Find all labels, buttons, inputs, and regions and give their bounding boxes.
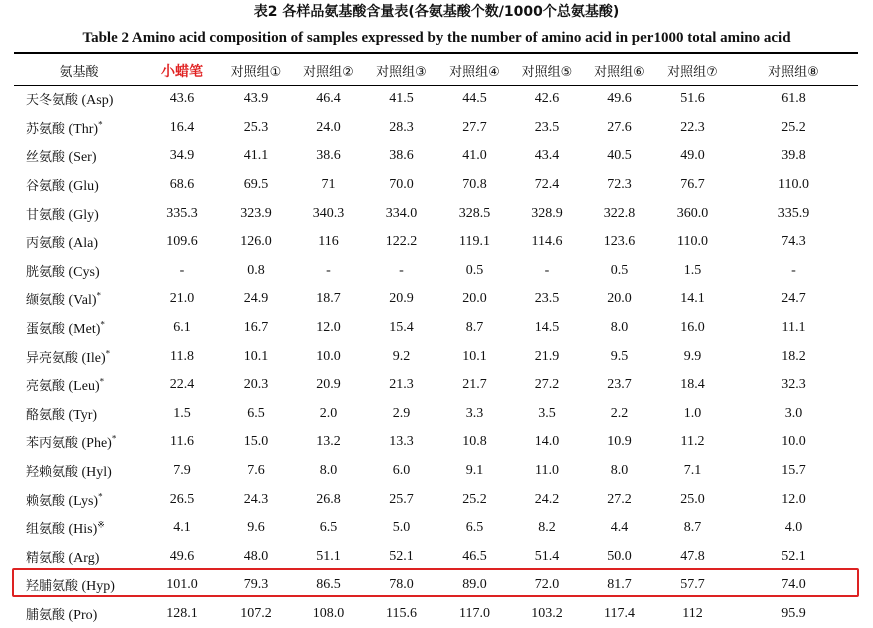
amino-acid-zh: 脯氨酸 <box>26 607 66 623</box>
amino-acid-abbr: (Hyl) <box>81 465 112 481</box>
header-control-7: 对照组⑦ <box>667 65 718 80</box>
control-value: 15.4 <box>389 320 414 336</box>
amino-acid-abbr: (Tyr) <box>68 407 98 423</box>
control-value: - <box>791 262 796 278</box>
control-value: 20.9 <box>389 291 414 307</box>
amino-acid-abbr: (Thr) <box>68 121 99 137</box>
amino-acid-zh: 谷氨酸 <box>26 179 66 195</box>
control-value: 18.4 <box>680 377 705 393</box>
amino-acid-zh: 苏氨酸 <box>26 121 66 137</box>
control-value: 26.8 <box>316 491 341 507</box>
top-rule <box>14 52 858 54</box>
control-value: 70.8 <box>462 177 487 193</box>
amino-acid-abbr: (Gly) <box>68 207 99 223</box>
control-value: 9.5 <box>610 348 629 364</box>
control-value: 6.5 <box>247 405 265 421</box>
amino-acid-name <box>14 485 144 514</box>
control-value: 43.9 <box>243 91 269 107</box>
sample-value: 109.6 <box>166 234 198 250</box>
control-value: 8.2 <box>538 520 556 536</box>
amino-acid-name <box>14 285 144 314</box>
control-value: 89.0 <box>462 577 487 593</box>
control-value: 40.5 <box>607 148 632 164</box>
control-value: 323.9 <box>240 205 272 221</box>
header-control-1: 对照组① <box>230 65 282 80</box>
sample-value: 128.1 <box>166 605 198 621</box>
amino-acid-abbr: (Met) <box>68 322 101 338</box>
control-value: 72.0 <box>534 577 560 593</box>
table-row <box>14 228 858 257</box>
control-value: 10.1 <box>243 348 269 364</box>
table-row <box>14 600 858 628</box>
control-value: 5.0 <box>392 520 411 536</box>
control-value: 25.7 <box>389 491 414 507</box>
control-value: 74.0 <box>781 577 806 593</box>
header-control-6: 对照组⑥ <box>594 65 645 80</box>
control-value: 6.5 <box>465 520 484 536</box>
amino-acid-abbr: (Ser) <box>68 150 97 166</box>
header-control-3: 对照组③ <box>376 65 427 80</box>
control-value: 322.8 <box>603 205 636 221</box>
table-row <box>14 314 858 343</box>
control-value: 25.3 <box>243 119 269 135</box>
control-value: 0.5 <box>465 262 484 278</box>
control-value: 3.3 <box>465 405 484 421</box>
table-row <box>14 199 858 228</box>
amino-acid-name <box>14 228 144 257</box>
control-value: 25.0 <box>680 491 705 507</box>
control-value: 14.0 <box>534 434 560 450</box>
control-value: 115.6 <box>386 605 417 621</box>
control-value: 78.0 <box>389 577 414 593</box>
control-value: 117.4 <box>604 605 635 621</box>
header-control-4: 对照组④ <box>449 65 500 80</box>
amino-acid-zh: 胱氨酸 <box>26 264 66 280</box>
control-value: 9.9 <box>683 348 702 364</box>
sample-value: 68.6 <box>169 177 195 193</box>
control-value: 28.3 <box>389 119 414 135</box>
control-value: 8.7 <box>465 320 484 336</box>
control-value: 25.2 <box>462 491 487 507</box>
control-value: 114.6 <box>531 234 563 250</box>
control-value: 41.5 <box>389 91 414 107</box>
control-value: 38.6 <box>389 148 414 164</box>
sample-value: 11.8 <box>170 348 194 364</box>
control-value: 72.4 <box>534 177 560 193</box>
control-value: 20.0 <box>462 291 487 307</box>
sample-value: - <box>179 262 185 278</box>
control-value: 119.1 <box>459 234 490 250</box>
control-value: 3.5 <box>538 405 556 421</box>
control-value: 25.2 <box>781 119 806 135</box>
header-control-8: 对照组⑧ <box>768 65 819 80</box>
control-value: 24.3 <box>243 491 269 507</box>
control-value: 27.2 <box>607 491 632 507</box>
amino-acid-abbr: (Ile) <box>81 350 106 366</box>
table-row <box>14 171 858 200</box>
control-value: 7.6 <box>247 463 265 479</box>
amino-acid-abbr: (Lys) <box>68 493 99 509</box>
control-value: 61.8 <box>781 91 806 107</box>
control-value: 20.3 <box>243 377 269 393</box>
control-value: 12.0 <box>781 491 806 507</box>
control-value: - <box>326 262 331 278</box>
table-row <box>14 371 858 400</box>
amino-acid-zh: 酪氨酸 <box>26 407 66 423</box>
amino-acid-name <box>14 571 144 600</box>
control-value: 1.5 <box>683 262 702 278</box>
control-value: 11.0 <box>535 463 559 479</box>
amino-acid-abbr: (Arg) <box>68 550 100 566</box>
control-value: 27.2 <box>534 377 560 393</box>
amino-acid-zh: 组氨酸 <box>26 522 66 538</box>
amino-acid-name <box>14 257 144 286</box>
table-row <box>14 428 858 457</box>
control-value: 328.5 <box>458 205 491 221</box>
control-value: 1.0 <box>683 405 702 421</box>
amino-acid-abbr: (Pro) <box>68 607 98 623</box>
control-value: 21.9 <box>534 348 560 364</box>
control-value: 44.5 <box>462 91 487 107</box>
control-value: 0.5 <box>610 262 629 278</box>
amino-acid-name <box>14 342 144 371</box>
amino-acid-zh: 亮氨酸 <box>26 379 66 395</box>
control-value: 49.6 <box>607 91 632 107</box>
control-value: 10.1 <box>462 348 487 364</box>
control-value: 334.0 <box>385 205 418 221</box>
amino-acid-zh: 苯丙氨酸 <box>26 436 79 452</box>
control-value: 51.4 <box>534 548 560 564</box>
control-value: 11.1 <box>781 320 806 336</box>
table-row <box>14 142 858 171</box>
control-value: 13.3 <box>389 434 414 450</box>
control-value: 8.0 <box>610 463 629 479</box>
control-value: 48.0 <box>243 548 269 564</box>
control-value: 10.0 <box>316 348 341 364</box>
control-value: 116 <box>318 234 339 250</box>
control-value: 51.1 <box>316 548 341 564</box>
control-value: 9.1 <box>465 463 484 479</box>
control-value: 103.2 <box>531 605 563 621</box>
table-row <box>14 485 858 514</box>
sample-value: 34.9 <box>169 148 195 164</box>
control-value: 13.2 <box>316 434 341 450</box>
control-value: 3.0 <box>784 405 803 421</box>
control-value: 123.6 <box>603 234 636 250</box>
control-value: 4.4 <box>610 520 629 536</box>
table-row <box>14 285 858 314</box>
control-value: 335.9 <box>777 205 810 221</box>
control-value: 15.0 <box>243 434 269 450</box>
control-value: 86.5 <box>316 577 341 593</box>
control-value: 18.7 <box>316 291 341 307</box>
essential-mark: * <box>99 376 105 387</box>
control-value: 76.7 <box>680 177 705 193</box>
sample-value: 1.5 <box>173 405 191 421</box>
control-value: 7.1 <box>683 463 702 479</box>
amino-acid-abbr: (His) <box>68 522 98 538</box>
amino-acid-zh: 精氨酸 <box>26 550 66 566</box>
essential-mark: * <box>111 433 117 444</box>
control-value: 16.0 <box>680 320 705 336</box>
amino-acid-zh: 丙氨酸 <box>26 236 66 252</box>
control-value: 8.7 <box>683 520 702 536</box>
amino-acid-zh: 羟脯氨酸 <box>26 579 79 595</box>
control-value: 24.0 <box>316 119 341 135</box>
control-value: 2.0 <box>319 405 338 421</box>
amino-acid-name <box>14 314 144 343</box>
amino-acid-name <box>14 543 144 572</box>
control-value: 27.6 <box>607 119 632 135</box>
control-value: 11.2 <box>680 434 705 450</box>
control-value: 16.7 <box>243 320 269 336</box>
control-value: 117.0 <box>459 605 490 621</box>
table-row <box>14 400 858 429</box>
amino-acid-zh: 异亮氨酸 <box>26 350 79 366</box>
control-value: 47.8 <box>680 548 705 564</box>
amino-acid-name <box>14 199 144 228</box>
control-value: 70.0 <box>389 177 414 193</box>
amino-acid-name <box>14 171 144 200</box>
control-value: 95.9 <box>781 605 806 621</box>
amino-acid-abbr: (Leu) <box>68 379 100 395</box>
control-value: 79.3 <box>243 577 269 593</box>
control-value: 110.0 <box>778 177 809 193</box>
header-control-5: 对照组⑤ <box>521 65 573 80</box>
control-value: - <box>399 262 404 278</box>
control-value: 23.7 <box>607 377 632 393</box>
sample-value: 26.5 <box>169 491 195 507</box>
control-value: 49.0 <box>680 148 705 164</box>
amino-acid-zh: 甘氨酸 <box>26 207 66 223</box>
control-value: 72.3 <box>607 177 632 193</box>
control-value: 41.0 <box>462 148 487 164</box>
sample-value: 4.1 <box>173 520 191 536</box>
control-value: 122.2 <box>385 234 418 250</box>
essential-mark: * <box>100 319 105 330</box>
amino-acid-name <box>14 142 144 171</box>
amino-acid-name <box>14 428 144 457</box>
amino-acid-abbr: (Glu) <box>68 179 99 195</box>
control-value: 6.0 <box>392 463 411 479</box>
control-value: 2.2 <box>610 405 629 421</box>
amino-acid-name <box>14 114 144 143</box>
amino-acid-name <box>14 600 144 628</box>
control-value: 14.1 <box>680 291 705 307</box>
control-value: 39.8 <box>781 148 806 164</box>
table-caption-zh: 表2 各样品氨基酸含量表(各氨基酸个数/1000个总氨基酸) <box>253 4 620 20</box>
control-value: 23.5 <box>534 119 560 135</box>
amino-acid-zh: 丝氨酸 <box>26 150 66 166</box>
control-value: 43.4 <box>534 148 560 164</box>
control-value: 57.7 <box>680 577 705 593</box>
control-value: 340.3 <box>312 205 345 221</box>
amino-acid-name <box>14 85 144 114</box>
amino-acid-name <box>14 457 144 486</box>
control-value: 8.0 <box>319 463 338 479</box>
amino-acid-zh: 天冬氨酸 <box>26 93 79 109</box>
control-value: 10.9 <box>607 434 632 450</box>
control-value: 15.7 <box>781 463 806 479</box>
header-row <box>14 56 858 85</box>
essential-mark: * <box>105 347 111 358</box>
sample-value: 335.3 <box>166 205 198 221</box>
control-value: 20.9 <box>316 377 341 393</box>
control-value: 23.5 <box>534 291 560 307</box>
sample-value: 6.1 <box>173 320 191 336</box>
amino-acid-abbr: (Hyp) <box>81 579 115 595</box>
amino-acid-table <box>14 56 858 628</box>
control-value: 42.6 <box>534 91 560 107</box>
essential-mark: ※ <box>97 519 105 530</box>
amino-acid-zh: 蛋氨酸 <box>26 322 66 338</box>
control-value: 360.0 <box>676 205 709 221</box>
control-value: 52.1 <box>389 548 414 564</box>
header-amino-acid: 氨基酸 <box>59 65 99 80</box>
control-value: 4.0 <box>784 520 803 536</box>
sample-value: 22.4 <box>169 377 195 393</box>
control-value: 21.7 <box>462 377 487 393</box>
sample-value: 11.6 <box>170 434 194 450</box>
control-value: 27.7 <box>462 119 487 135</box>
control-value: 110.0 <box>677 234 708 250</box>
control-value: - <box>544 262 550 278</box>
control-value: 41.1 <box>243 148 269 164</box>
header-sample: 小蜡笔 <box>161 63 203 80</box>
control-value: 0.8 <box>247 262 265 278</box>
amino-acid-zh: 赖氨酸 <box>26 493 66 509</box>
table-row <box>14 257 858 286</box>
amino-acid-abbr: (Ala) <box>68 236 99 252</box>
table-row <box>14 571 858 600</box>
control-value: 74.3 <box>781 234 806 250</box>
control-value: 107.2 <box>240 605 272 621</box>
sample-value: 43.6 <box>169 91 195 107</box>
control-value: 46.4 <box>316 91 341 107</box>
control-value: 81.7 <box>607 577 632 593</box>
amino-acid-name <box>14 371 144 400</box>
amino-acid-name <box>14 400 144 429</box>
sample-value: 7.9 <box>173 463 191 479</box>
table-row <box>14 514 858 543</box>
control-value: 32.3 <box>781 377 806 393</box>
amino-acid-abbr: (Cys) <box>68 264 100 280</box>
control-value: 10.8 <box>462 434 487 450</box>
control-value: 50.0 <box>607 548 632 564</box>
amino-acid-zh: 羟赖氨酸 <box>26 465 79 481</box>
table-row <box>14 342 858 371</box>
table-row <box>14 85 858 114</box>
sample-value: 49.6 <box>169 548 195 564</box>
control-value: 9.2 <box>392 348 411 364</box>
amino-acid-abbr: (Phe) <box>81 436 112 452</box>
amino-acid-zh: 缬氨酸 <box>26 293 66 309</box>
amino-acid-abbr: (Asp) <box>81 93 114 109</box>
amino-acid-name <box>14 514 144 543</box>
control-value: 38.6 <box>316 148 341 164</box>
table-row <box>14 543 858 572</box>
control-value: 46.5 <box>462 548 487 564</box>
control-value: 14.5 <box>534 320 560 336</box>
control-value: 328.9 <box>531 205 563 221</box>
essential-mark: * <box>98 490 103 501</box>
amino-acid-abbr: (Val) <box>68 293 97 309</box>
essential-mark: * <box>98 119 103 130</box>
control-value: 52.1 <box>781 548 806 564</box>
sample-value: 101.0 <box>166 577 198 593</box>
control-value: 24.9 <box>243 291 269 307</box>
table-row <box>14 114 858 143</box>
essential-mark: * <box>96 290 102 301</box>
control-value: 69.5 <box>243 177 269 193</box>
table-row <box>14 457 858 486</box>
control-value: 21.3 <box>389 377 414 393</box>
sample-value: 21.0 <box>169 291 195 307</box>
control-value: 71 <box>321 177 336 193</box>
control-value: 112 <box>682 605 703 621</box>
control-value: 6.5 <box>319 520 338 536</box>
control-value: 108.0 <box>312 605 345 621</box>
header-control-2: 对照组② <box>303 65 354 80</box>
control-value: 12.0 <box>316 320 341 336</box>
control-value: 10.0 <box>781 434 806 450</box>
control-value: 8.0 <box>610 320 629 336</box>
sample-value: 16.4 <box>169 119 195 135</box>
table-caption-en: Table 2 Amino acid composition of samples expressed by the number of amino acid in per1000 total amino acid <box>82 30 791 46</box>
control-value: 51.6 <box>680 91 705 107</box>
control-value: 2.9 <box>392 405 411 421</box>
control-value: 9.6 <box>247 520 265 536</box>
control-value: 22.3 <box>680 119 705 135</box>
control-value: 20.0 <box>607 291 632 307</box>
control-value: 126.0 <box>240 234 272 250</box>
control-value: 18.2 <box>781 348 806 364</box>
control-value: 24.2 <box>534 491 560 507</box>
control-value: 24.7 <box>781 291 806 307</box>
